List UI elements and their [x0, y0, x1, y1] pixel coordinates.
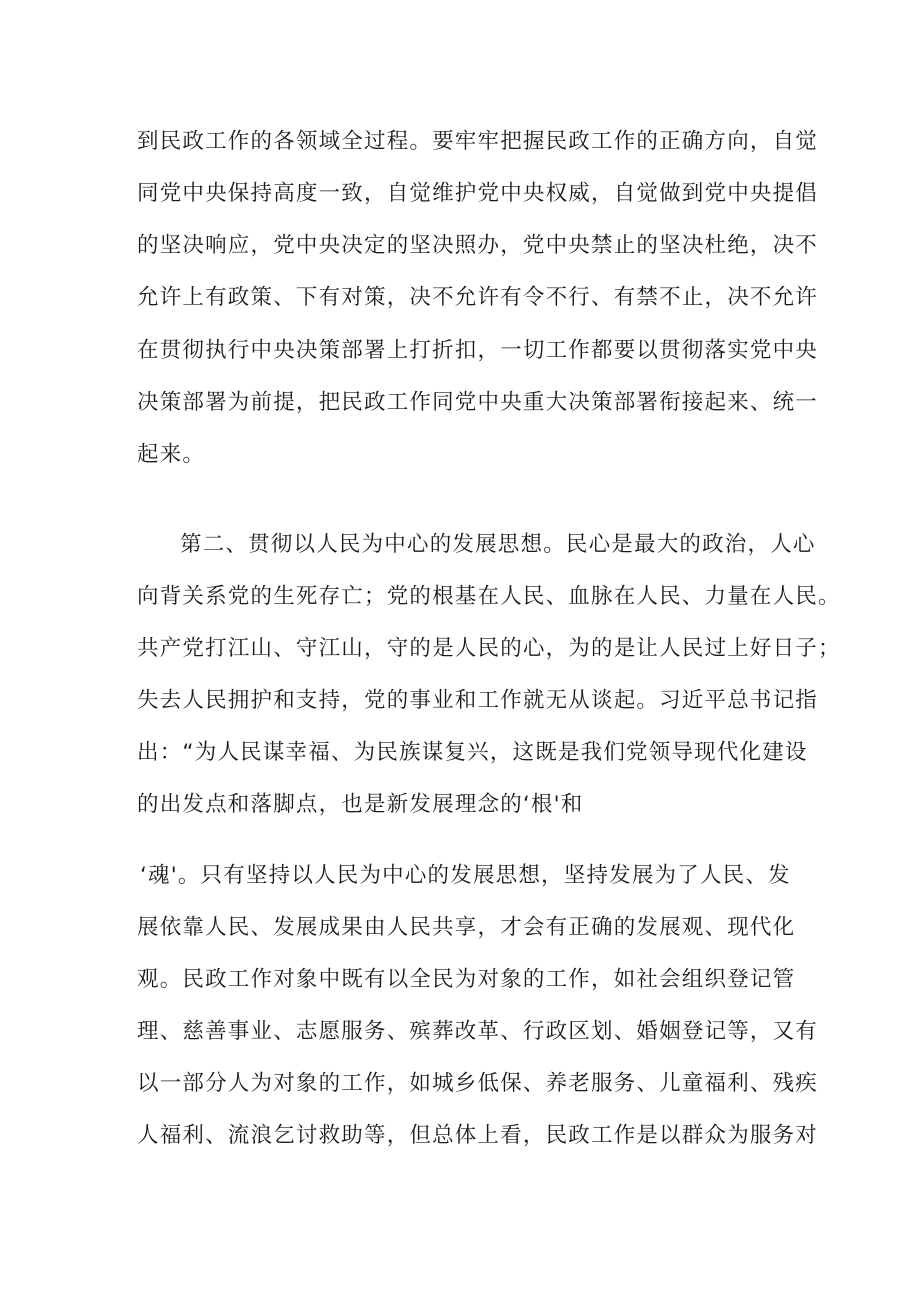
paragraph-first-line: 第二、贯彻以人民为中心的发展思想。民心是最大的政治，人心 [180, 532, 816, 557]
text-line: 向背关系党的生死存亡；党的根基在人民、血脉在人民、力量在人民。 [137, 584, 841, 609]
text-line: 人福利、流浪乞讨救助等，但总体上看，民政工作是以群众为服务对 [137, 1123, 819, 1148]
text-line: 允许上有政策、下有对策，决不允许有令不行、有禁不止，决不允许 [137, 285, 819, 310]
text-line: ‘魂'。只有坚持以人民为中心的发展思想，坚持发展为了人民、发 [140, 863, 791, 888]
text-line: 理、慈善事业、志愿服务、殡葬改革、行政区划、婚姻登记等，又有 [137, 1019, 819, 1044]
text-line: 同党中央保持高度一致，自觉维护党中央权威，自觉做到党中央提倡 [137, 181, 819, 206]
text-line: 起来。 [137, 442, 206, 467]
text-line: 的出发点和落脚点，也是新发展理念的‘根'和 [137, 792, 584, 817]
text-line: 决策部署为前提，把民政工作同党中央重大决策部署衔接起来、统一 [137, 390, 819, 415]
text-line: 出：“为人民谋幸福、为民族谋复兴，这既是我们党领导现代化建设 [137, 740, 808, 765]
text-line: 的坚决响应，党中央决定的坚决照办，党中央禁止的坚决杜绝，决不 [137, 233, 819, 258]
text-line: 到民政工作的各领域全过程。要牢牢把握民政工作的正确方向，自觉 [137, 129, 819, 154]
text-line: 观。民政工作对象中既有以全民为对象的工作，如社会组织登记管 [137, 967, 796, 992]
text-line: 失去人民拥护和支持，党的事业和工作就无从谈起。习近平总书记指 [137, 688, 819, 713]
text-line: 共产党打江山、守江山，守的是人民的心，为的是让人民过上好日子； [137, 636, 841, 661]
text-line: 以一部分人为对象的工作，如城乡低保、养老服务、儿童福利、残疾 [137, 1071, 819, 1096]
text-line: 在贯彻执行中央决策部署上打折扣，一切工作都要以贯彻落实党中央 [137, 338, 819, 363]
text-line: 展依靠人民、发展成果由人民共享，才会有正确的发展观、现代化 [137, 915, 796, 940]
